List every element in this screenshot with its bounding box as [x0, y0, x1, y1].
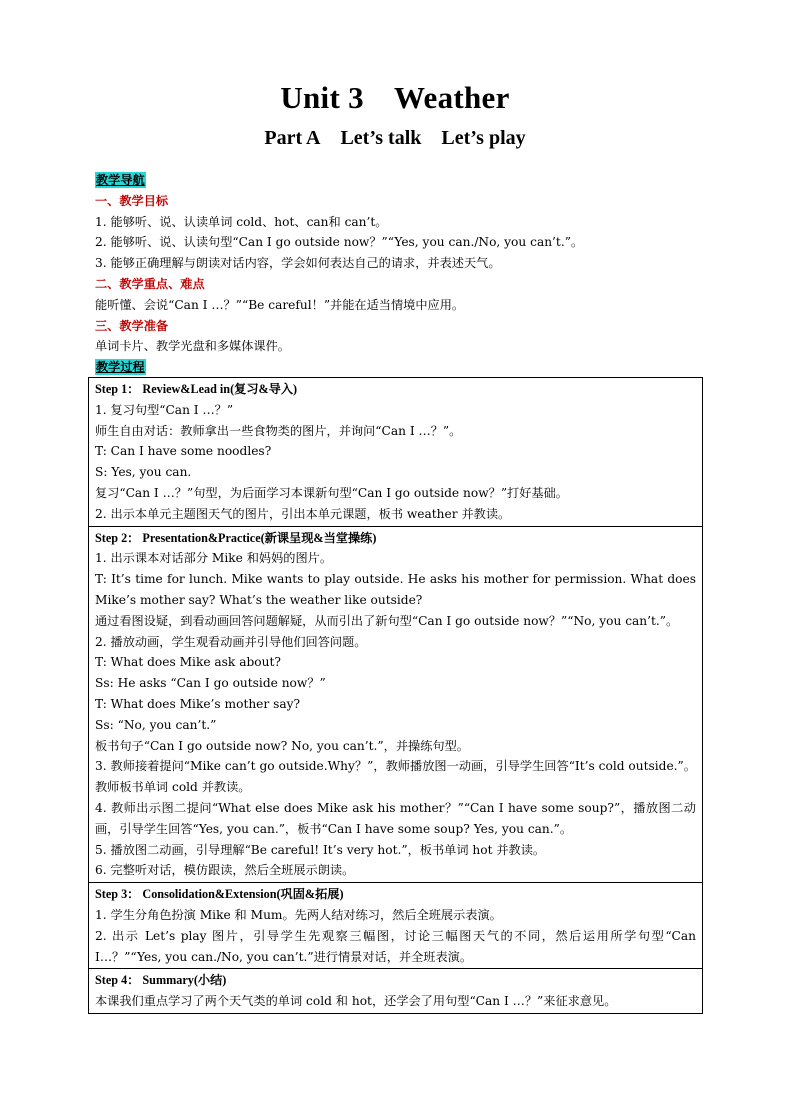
- step-title: Step 4： Summary(小结): [95, 973, 227, 988]
- page-title: [0, 80, 790, 116]
- goal-item-1: 1. 能够听、说、认读单词 cold、hot、can和 can’t。: [95, 214, 388, 229]
- step-row: [89, 378, 703, 527]
- step-line: Ss: “No, you can’t.”: [95, 717, 217, 732]
- step-line: 6. 完整听对话，模仿跟读，然后全班展示朗读。: [95, 863, 355, 878]
- step-line: T: What does Mike’s mother say?: [95, 696, 301, 711]
- step-row: [89, 883, 703, 969]
- step-line: 板书句子“Can I go outside now? No, you can’t.”，并操练句型。: [95, 738, 469, 753]
- step-title: Step 1： Review&Lead in(复习&导入): [95, 382, 298, 396]
- step-line: 2. 出示本单元主题图天气的图片，引出本单元课题，板书 weather 并教读。: [95, 506, 511, 521]
- subtitle-talk: Let’s talk: [340, 127, 422, 149]
- goals-heading: 一、教学目标: [95, 193, 169, 208]
- step-line: 复习“Can I …？”句型，为后面学习本课新句型“Can I go outside now？”打好基础。: [95, 485, 568, 500]
- step-row: [89, 526, 703, 883]
- subtitle-play: Let’s play: [441, 127, 526, 149]
- step-cell: [89, 526, 703, 883]
- teaching-guide: [95, 170, 705, 378]
- prep-heading: 三、教学准备: [95, 318, 169, 333]
- page-subtitle: [0, 127, 790, 150]
- step-line: 通过看图设疑，到看动画回答问题解疑，从而引出了新句型“Can I go outside now？”“No, you can’t.”。: [95, 613, 679, 628]
- step-line: 2. 出示 Let’s play 图片，引导学生先观察三幅图，讨论三幅图天气的不同，然后运用所学句型“Can I…？”“Yes, you can./No, you can’t.”进行情景对话，并全班表演。: [95, 928, 696, 964]
- step-row: [89, 969, 703, 1014]
- step-line: 5. 播放图二动画，引导理解“Be careful! It’s very hot.”，板书单词 hot 并教读。: [95, 842, 546, 857]
- step-line: S: Yes, you can.: [95, 465, 192, 480]
- step-line: T: It’s time for lunch. Mike wants to play outside. He asks his mother for permission. What does Mike’s mother say? What’s the weather like outside?: [95, 572, 696, 607]
- step-line: 4. 教师出示图二提问“What else does Mike ask his mother？”“Can I have some soup?”，播放图二动画，引导学生回答“Yes, you can.”，板书“Can I have some soup? Yes, you can.”。: [95, 800, 696, 836]
- teaching-process-table: [88, 377, 703, 1014]
- step-line: 本课我们重点学习了两个天气类的单词 cold 和 hot，还学会了用句型“Can I …？”来征求意见。: [95, 994, 617, 1009]
- step-cell: [89, 883, 703, 969]
- prep-text: 单词卡片、教学光盘和多媒体课件。: [95, 339, 290, 354]
- step-cell: [89, 969, 703, 1014]
- step-title: Step 3： Consolidation&Extension(巩固&拓展): [95, 887, 344, 902]
- step-cell: [89, 378, 703, 527]
- step-line: T: What does Mike ask about?: [95, 655, 281, 670]
- step-line: T: Can I have some noodles?: [95, 444, 272, 459]
- subtitle-part: Part A: [264, 127, 321, 149]
- step-line: Ss: He asks “Can I go outside now？”: [95, 676, 326, 691]
- step-line: 1. 出示课本对话部分 Mike 和妈妈的图片。: [95, 551, 333, 566]
- step-line: 3. 教师接着提问“Mike can’t go outside.Why？”，教师播放图一动画，引导学生回答“It’s cold outside.”。教师板书单词 cold 并教读。: [95, 759, 696, 795]
- goal-item-3: 3. 能够正确理解与朗读对话内容，学会如何表达自己的请求，并表述天气。: [95, 256, 501, 271]
- step-line: 2. 播放动画，学生观看动画并引导他们回答问题。: [95, 634, 367, 649]
- step-title: Step 2： Presentation&Practice(新课呈现&当堂操练): [95, 530, 377, 545]
- keypoints-heading: 二、教学重点、难点: [95, 276, 205, 291]
- step-line: 师生自由对话：教师拿出一些食物类的图片，并询问“Can I …？”。: [95, 423, 462, 438]
- guide-heading: 教学导航: [96, 173, 145, 187]
- keypoints-text: 能听懂、会说“Can I …？”“Be careful！”并能在适当情境中应用。: [95, 297, 465, 312]
- process-heading: 教学过程: [96, 360, 145, 375]
- step-line: 1. 学生分角色扮演 Mike 和 Mum。先两人结对练习，然后全班展示表演。: [95, 907, 502, 922]
- goal-item-2: 2. 能够听、说、认读句型“Can I go outside now？”“Yes, you can./No, you can’t.”。: [95, 235, 584, 250]
- title-unit: Unit 3: [280, 80, 364, 115]
- title-topic: Weather: [393, 80, 510, 115]
- step-line: 1. 复习句型“Can I …？”: [95, 402, 234, 417]
